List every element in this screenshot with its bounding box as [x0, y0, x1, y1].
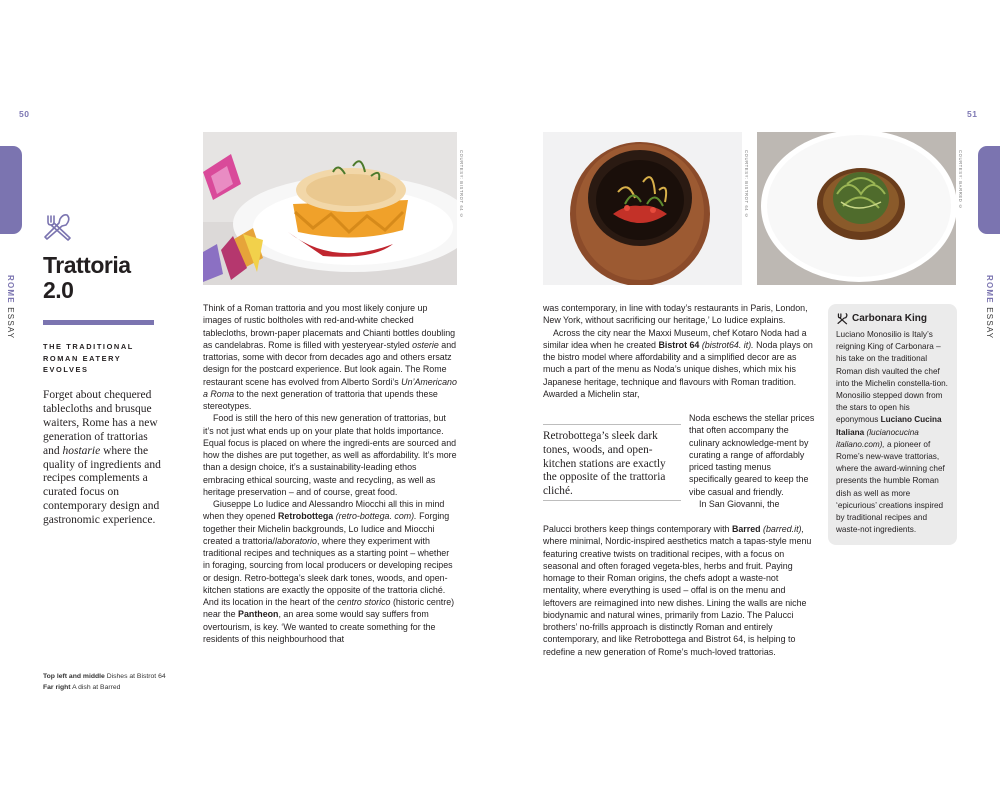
photo-credit: COURTESY: BARRED © [958, 150, 963, 210]
running-head-rest: ESSAY [985, 307, 994, 340]
title-line: Trattoria [43, 252, 131, 278]
sidebar-heading [836, 312, 956, 325]
pull-quote: Retrobottega’s sleek dark tones, woods, and open-kitchen stations are exactly the opposite of the trattoria cliché. [543, 430, 666, 498]
section-tab-left [0, 146, 22, 234]
venue-name: Bistrot 64 [658, 339, 700, 350]
sidebar-heading-text: Carbonara King [852, 313, 928, 324]
venue-name: Retrobottega [278, 511, 334, 522]
text-italic: (barred.it), [760, 524, 804, 534]
photo-caption [43, 672, 183, 693]
pull-quote-rule-top [543, 424, 681, 425]
pull-quote-rule-bottom [543, 500, 681, 501]
text-run: Think of a Roman trattoria and you most likely conjure up images of rustic boltholes with red-and-white checked tablecloths, brown-paper placemats and Chianti bottles doubling as candelabras. Rome is filled with yesteryear-styled [203, 303, 456, 350]
kicker-line: THE TRADITIONAL [43, 342, 134, 351]
standfirst-italic: hostarie [62, 444, 101, 457]
kicker-line: EVOLVES [43, 365, 89, 374]
body-column-2 [543, 302, 815, 400]
caption-text: A dish at Barred [70, 683, 121, 691]
caption-bold: Far right [43, 683, 71, 691]
caption-line [43, 683, 183, 694]
text-italic: laboratorio [275, 535, 317, 546]
running-head-left [6, 275, 15, 339]
text-run: , an area some would say suffers from overtourism, is key. ‘We wanted to create something for the residents of this neighbourhood that [203, 609, 436, 644]
standfirst [43, 389, 161, 528]
fork-knife-icon [836, 312, 849, 325]
running-head-bold: ROME [6, 275, 15, 304]
text-run: Palucci brothers keep things contemporary with [543, 524, 732, 534]
paragraph: Food is still the hero of this new generation of trattorias, but it’s not just what ends up on your plate that holds importance. Equal focus is placed on where the ingredi-ents are sourced and how the dishes are put together, as well as affordability. It’s more than a design choice, it’s a sustainability-leading ethos embracing ethical sourcing, waste and recycling, as well as heritage preservation – and of course, great food. [203, 413, 457, 497]
caption-text: Dishes at Bistrot 64 [104, 673, 166, 680]
paragraph: Noda eschews the stellar prices that often accompany the culinary acknowledge-ment by curating a range of affordably priced tasting menus specifically geared to keep the vibe casual and friendly. [689, 413, 815, 497]
kicker-line: ROMAN EATERY [43, 353, 122, 363]
text-run: Luciano Monosilio is Italy’s reigning King of Carbonara – his take on the traditional Roman dish vaulted the chef into the Michelin constella-tion. Monosilio stepped down from the stars to open his eponymous [836, 330, 948, 425]
photo-bistrot-dish-2 [543, 132, 742, 285]
text-italic: osterie [412, 339, 439, 350]
landmark-name: Pantheon [238, 609, 279, 620]
caption-bold: Top left and middle [43, 673, 105, 680]
text-italic: Un’Americano a Roma [203, 376, 457, 399]
text-run: to the next generation of trattoria that upends these stereotypes. [203, 388, 438, 411]
text-run: , where they experiment with traditional recipes and techniques as a starting point – whether in foraging, sourcing from local producers or developing recipes or design. Retro-bottega’s sleek dark tones, woods, and open-kitchen stations are exactly the opposite of the trattoria cliché. And its location in the heart of the [203, 535, 453, 607]
venue-name: Luciano Cucina Italiana [836, 415, 942, 437]
text-run: Giuseppe Lo Iudice and Alessandro Miocchi all this in mind when they opened [203, 499, 445, 522]
text-italic: (bistrot64. it). [699, 339, 754, 350]
photo-credit: COURTESY: BISTROT 64 © [459, 150, 464, 219]
fork-knife-icon [42, 211, 74, 243]
paragraph [203, 498, 458, 645]
text-run: Noda plays on the bistro model where affordability and a simplified decor are as much a part of the menu as Noda’s unique dishes, which mix his Japanese heritage, technique and flavours with Roman tradition. Awarded a Michelin star, [543, 339, 813, 399]
paragraph: was contemporary, in line with today’s restaurants in Paris, London, New York, without sacrificing our heritage,’ Lo Iudice explains. [543, 303, 808, 326]
page-number-left: 50 [19, 109, 30, 119]
text-italic: (lucianocucina italiano.com), [836, 427, 919, 449]
paragraph: In San Giovanni, the [699, 498, 780, 509]
running-head-right [985, 275, 994, 339]
photo-bistrot-dish-1 [203, 132, 457, 285]
body-column-2-wrap [689, 412, 815, 510]
text-run: (historic centre) near the [203, 597, 455, 620]
venue-name: Barred [731, 524, 761, 534]
standfirst-text: where the quality of ingredients and recipes complements a curated focus on contemporary design and gastronomic experience. [43, 444, 161, 527]
paragraph [203, 302, 458, 412]
standfirst-text: Forget about chequered tablecloths and brusque waiters, Rome has a new generation of trattorias and [43, 389, 158, 457]
text-italic: (retro-bottega. com). [333, 511, 417, 522]
photo-barred-dish [757, 132, 956, 285]
article-title [43, 253, 193, 303]
caption-line [43, 672, 183, 683]
body-column-2-bottom [543, 523, 815, 658]
text-run: Across the city near the Maxxi Museum, chef Kotaro Noda had a similar idea when he created [543, 327, 807, 350]
paragraph [543, 327, 815, 401]
title-line: 2.0 [43, 277, 74, 303]
title-rule [43, 320, 154, 325]
page-number-right: 51 [967, 109, 978, 119]
kicker [43, 341, 163, 376]
running-head-rest: ESSAY [6, 307, 15, 340]
text-italic: centro storico [337, 597, 391, 607]
body-column-1 [203, 302, 458, 645]
section-tab-right [978, 146, 1000, 234]
paragraph [543, 523, 815, 658]
running-head-bold: ROME [985, 275, 994, 304]
sidebar-body [836, 329, 953, 536]
text-run: where minimal, Nordic-inspired aesthetics match a tapas-style menu featuring creative twists on traditional recipes, with a focus on seasonal and often foraged vegeta-bles, herbs and fruit. Paying homage to their Roman origins, the chefs adopt a waste-not mentality, where everything is used – offal is on the menu and leftovers are reimagined into new dishes. Lining the walls are niche biodynamic and natural wines, primarily from Lazio. The Palucci brothers’ no-frills approach is distinctly Roman and entirely contemporary, and like Retrobottega and Bistrot 64, is helping to redefine a new generation of Rome’s much-loved trattorias. [543, 536, 812, 657]
photo-credit: COURTESY: BISTROT 64 © [744, 150, 749, 219]
text-run: and trattorias, some with decor from decades ago and others ersatz design for the postcard experience. But look again. The Rome restaurant scene has evolved from Alberto Sordi’s [203, 339, 457, 387]
text-run: a pioneer of Rome’s new-wave trattorias, where the award-winning chef presents the humble Roman dish as well as more ‘epicurious’ creations inspired by traditional recipes and waste-not ingredients. [836, 439, 945, 535]
text-run: Forging together their Michelin backgrounds, Lo Iudice and Miocchi created a trattoria/ [203, 511, 450, 546]
